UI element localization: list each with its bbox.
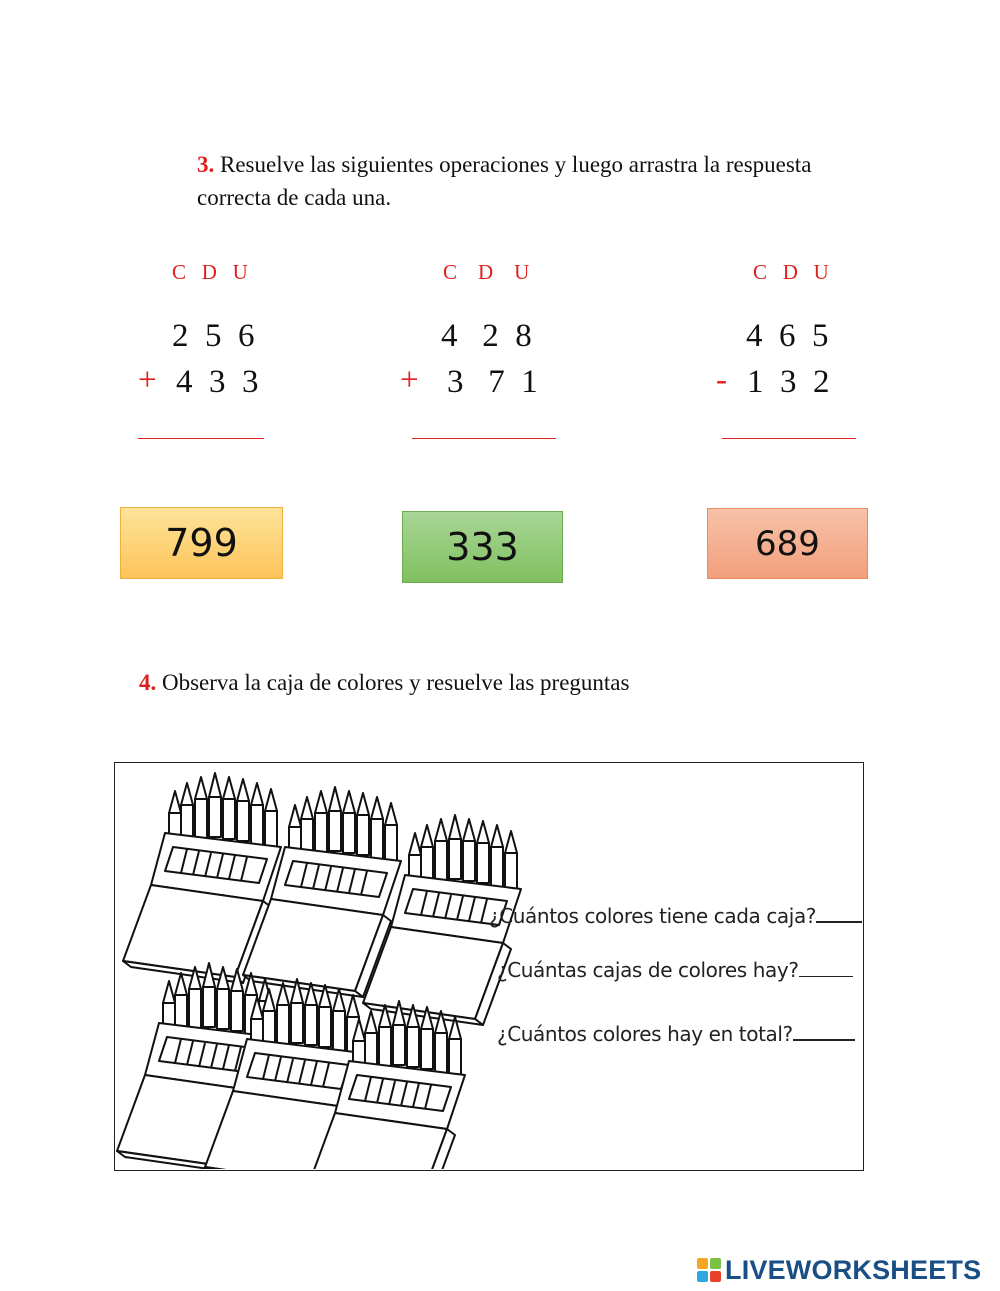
answer-card-689[interactable]: 689 (707, 508, 868, 579)
operation-2-top-number: 4 2 8 (441, 318, 532, 354)
answer-card-799[interactable]: 799 (120, 507, 283, 579)
answer-blank-total-colors[interactable] (793, 1019, 855, 1041)
operation-3-top-number: 4 6 5 (746, 318, 829, 354)
liveworksheets-logo (697, 1256, 981, 1284)
operation-2-bottom-number: 3 7 1 (447, 364, 538, 400)
exercise-4-instruction (139, 666, 629, 699)
exercise-3-instruction (197, 148, 837, 214)
exercise-4-text: Observa la caja de colores y resuelve las preguntas (162, 670, 630, 695)
exercise-3-text: Resuelve las siguientes operaciones y luego arrastra la respuesta correcta de cada una. (197, 152, 812, 210)
exercise-3-number: 3. (197, 152, 215, 177)
question-total-colors-text: ¿Cuántos colores hay en total? (497, 1022, 793, 1046)
operation-2-place-header: C D U (443, 260, 530, 284)
operation-1-place-header: C D U (172, 260, 248, 284)
operation-3-operator: - (716, 362, 727, 398)
answer-card-333[interactable]: 333 (402, 511, 563, 583)
operation-2-operator: + (400, 362, 419, 398)
operation-3-place-header: C D U (753, 260, 829, 284)
question-number-of-boxes (497, 956, 853, 982)
operation-3-result-line[interactable] (722, 438, 856, 439)
operation-1-operator: + (138, 362, 157, 398)
question-number-of-boxes-text: ¿Cuántas cajas de colores hay? (497, 958, 799, 982)
liveworksheets-blocks-icon (697, 1258, 721, 1282)
answer-blank-colors-per-box[interactable] (816, 901, 862, 923)
question-total-colors (497, 1019, 855, 1046)
operation-2-result-line[interactable] (412, 438, 556, 439)
operation-3-bottom-number: 1 3 2 (747, 364, 830, 400)
operation-1-bottom-number: 4 3 3 (176, 364, 259, 400)
crayon-boxes-picture (114, 762, 864, 1171)
answer-blank-number-of-boxes[interactable] (799, 956, 853, 977)
exercise-4-number: 4. (139, 670, 157, 695)
question-colors-per-box (489, 901, 862, 928)
operation-1-result-line[interactable] (138, 438, 264, 439)
question-colors-per-box-text: ¿Cuántos colores tiene cada caja? (489, 904, 817, 928)
operation-1-top-number: 2 5 6 (172, 318, 255, 354)
liveworksheets-logo-text: LIVEWORKSHEETS (725, 1254, 982, 1285)
